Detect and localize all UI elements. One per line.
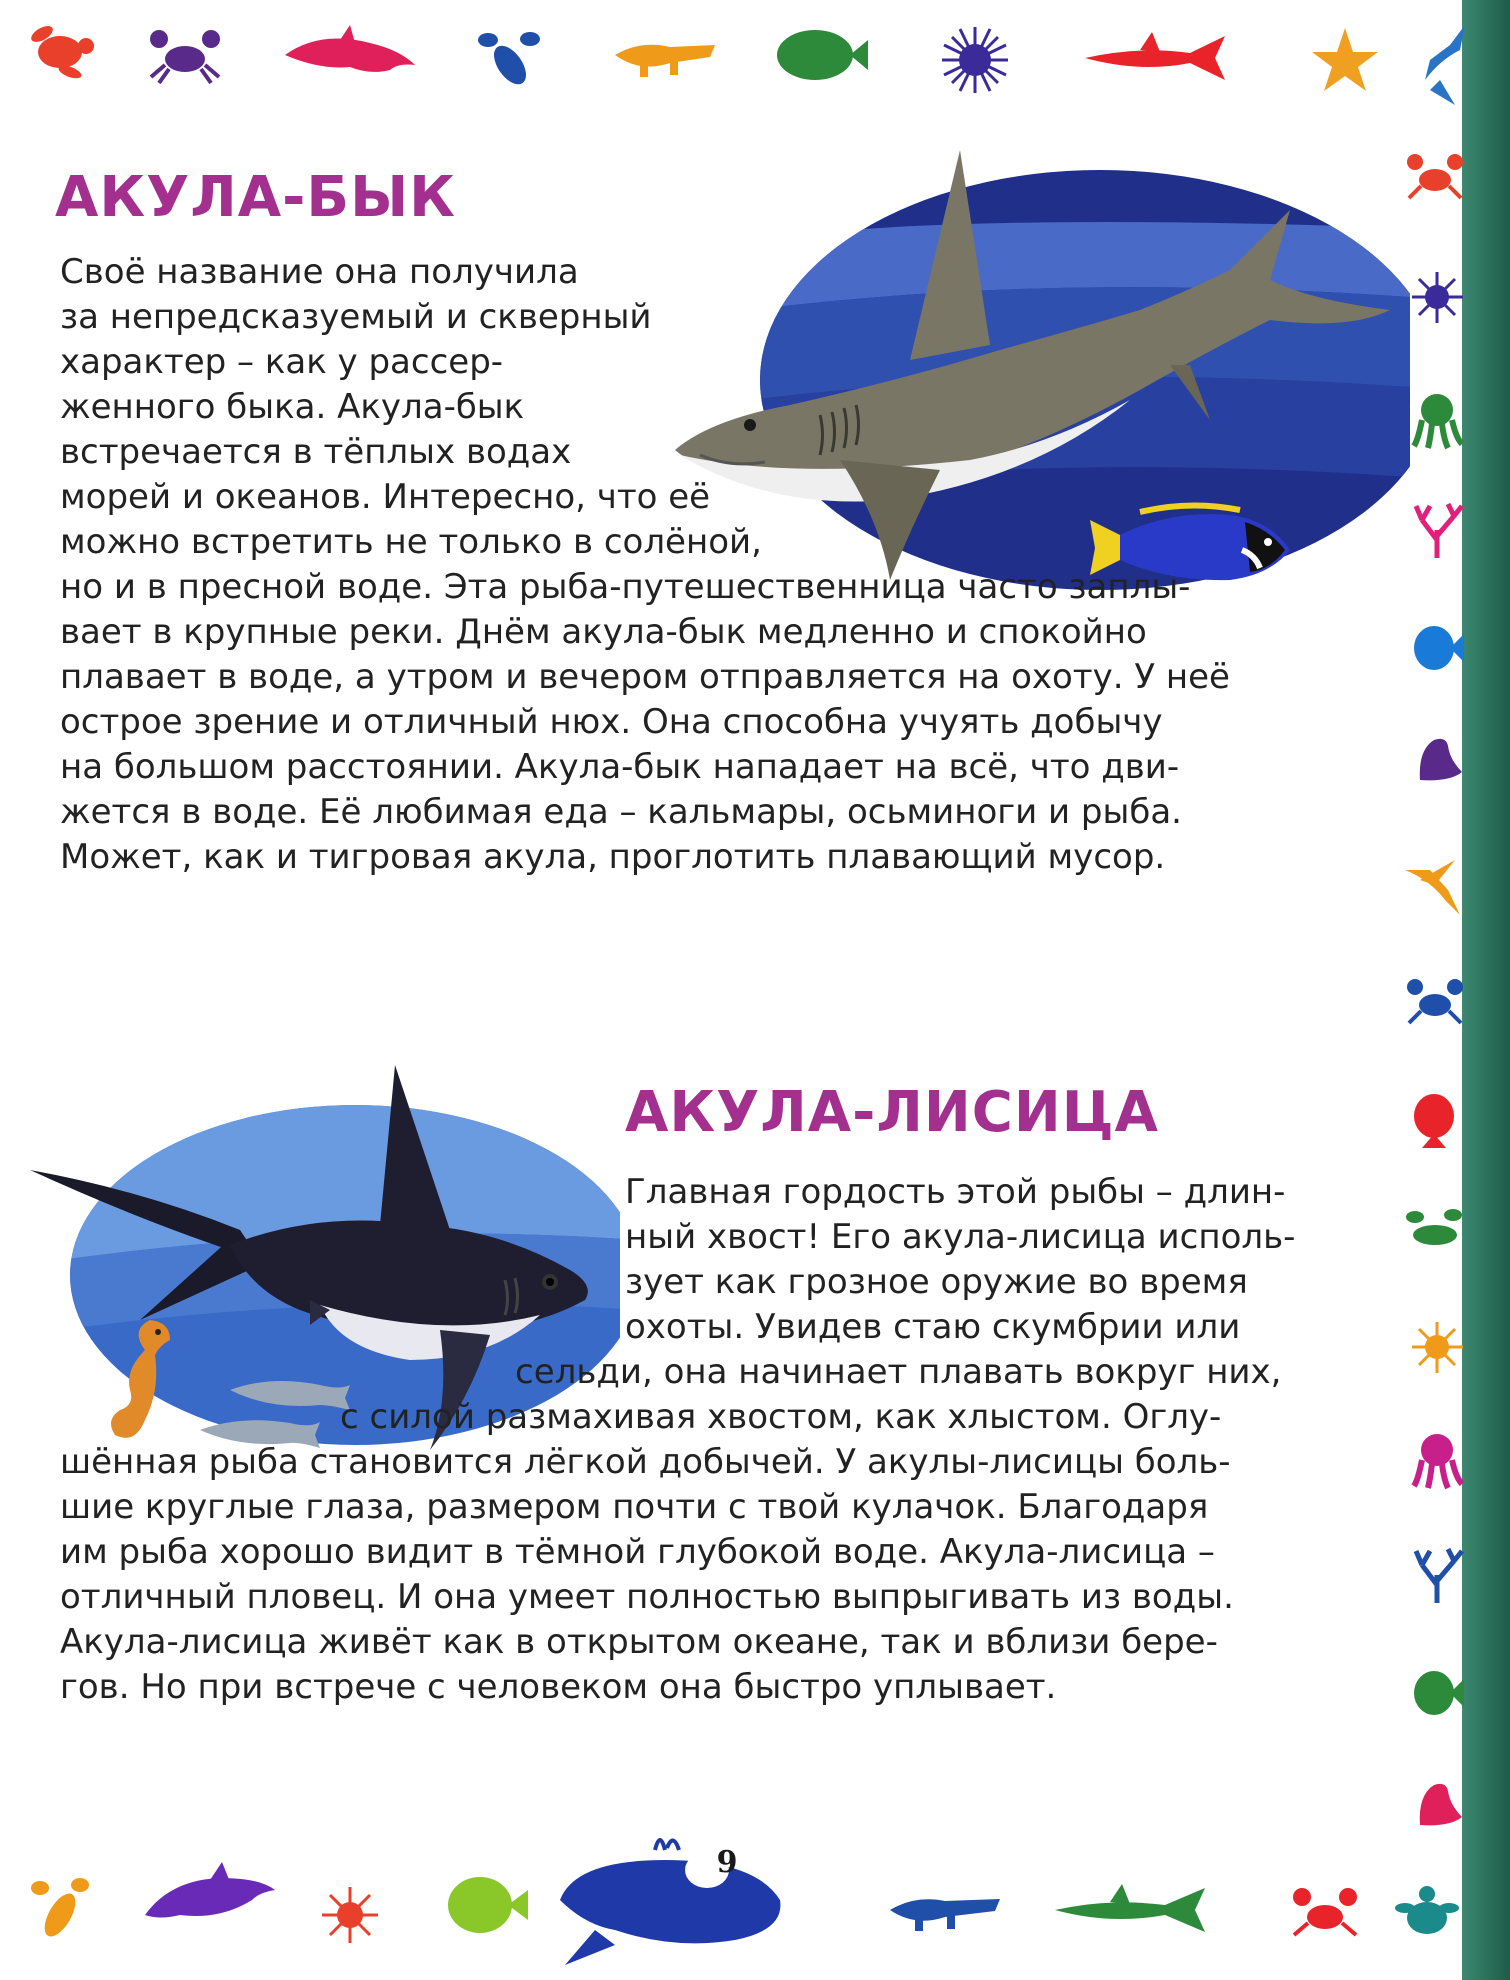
fish-icon: [1410, 620, 1465, 675]
crab-icon: [1405, 150, 1465, 205]
text-line: им рыба хорошо видит в тёмной глубокой воде. Акула-лисица –: [60, 1532, 1215, 1572]
text-line: на большом расстоянии. Акула-бык нападает на всё, что дви-: [60, 747, 1180, 787]
seal-icon: [1410, 1775, 1465, 1830]
dolphin-icon: [140, 1860, 280, 1940]
lobster-icon: [25, 1870, 95, 1950]
flying-fish-icon: [1420, 20, 1470, 110]
sea-urchin-icon: [1410, 1320, 1465, 1375]
sea-urchin-icon: [320, 1885, 380, 1945]
text-line: за непредсказуемый и скверный: [60, 297, 652, 337]
text-line: гов. Но при встрече с человеком она быстро уплывает.: [60, 1667, 1057, 1707]
sea-urchin-icon: [940, 25, 1010, 95]
bull-shark-paragraph: [60, 250, 1230, 880]
text-line: плавает в воде, а утром и вечером отправляется на охоту. У неё: [60, 657, 1230, 697]
whale-icon: [555, 1820, 795, 1970]
text-line: отличный пловец. И она умеет полностью выпрыгивать из воды.: [60, 1577, 1234, 1617]
text-line: сельди, она начинает плавать вокруг них,: [515, 1352, 1282, 1392]
turtle-icon: [1395, 1880, 1460, 1950]
octopus-icon: [1410, 1430, 1465, 1490]
flatfish-icon: [440, 1870, 530, 1940]
text-line: Может, как и тигровая акула, проглотить плавающий мусор.: [60, 837, 1166, 877]
dolphin-icon: [280, 25, 420, 90]
shark-icon: [1050, 1880, 1210, 1940]
thresher-paragraph-line6: [340, 1395, 1221, 1440]
coral-icon: [1410, 500, 1465, 560]
crocodile-icon: [610, 25, 720, 85]
text-line: женного быка. Акула-бык: [60, 387, 525, 427]
text-line: Акула-лисица живёт как в открытом океане, так и вблизи бере-: [60, 1622, 1218, 1662]
thresher-paragraph-body: [60, 1440, 1234, 1710]
page-number: 9: [716, 1845, 738, 1880]
text-line: Своё название она получила: [60, 252, 579, 292]
text-line: характер – как у рассер-: [60, 342, 504, 382]
thresher-paragraph-line5: [515, 1350, 1281, 1395]
text-line: зует как грозное оружие во время: [625, 1262, 1248, 1302]
starfish-icon: [1310, 25, 1380, 95]
text-line: вает в крупные реки. Днём акула-бык медленно и спокойно: [60, 612, 1147, 652]
flatfish-icon: [770, 25, 870, 85]
text-line: шие круглые глаза, размером почти с твой кулачок. Благодаря: [60, 1487, 1209, 1527]
sea-urchin-icon: [1410, 270, 1465, 325]
section-title-bull-shark: АКУЛА-БЫК: [55, 165, 456, 230]
text-line: можно встретить не только в солёной,: [60, 522, 762, 562]
text-line: но и в пресной воде. Эта рыба-путешественница часто заплы-: [60, 567, 1191, 607]
text-line: Главная гордость этой рыбы – длин-: [625, 1172, 1286, 1212]
section-title-thresher-shark: АКУЛА-ЛИСИЦА: [625, 1080, 1160, 1145]
text-line: морей и океанов. Интересно, что её: [60, 477, 711, 517]
lobster-icon: [1405, 1205, 1465, 1260]
crocodile-icon: [885, 1885, 1005, 1935]
text-line: шённая рыба становится лёгкой добычей. У акулы-лисицы боль-: [60, 1442, 1231, 1482]
seal-icon: [1410, 730, 1465, 785]
text-line: острое зрение и отличный нюх. Она способна учуять добычу: [60, 702, 1163, 742]
thresher-paragraph-intro: [625, 1170, 1295, 1350]
text-line: жется в воде. Её любимая еда – кальмары, осьминоги и рыба.: [60, 792, 1182, 832]
flying-fish-icon: [1400, 850, 1465, 920]
flatfish-icon: [1408, 1090, 1463, 1150]
octopus-icon: [1410, 390, 1465, 450]
fish-icon: [1410, 1665, 1465, 1720]
lobster-icon: [470, 25, 550, 95]
crab-icon: [1290, 1885, 1360, 1940]
text-line: ный хвост! Его акула-лисица исполь-: [625, 1217, 1296, 1257]
text-line: охоты. Увидев стаю скумбрии или: [625, 1307, 1241, 1347]
crab-icon: [1405, 975, 1465, 1030]
coral-icon: [1410, 1545, 1465, 1605]
text-line: встречается в тёплых водах: [60, 432, 572, 472]
shark-icon: [1080, 28, 1230, 88]
crab-icon: [145, 25, 225, 85]
page-edge-strip: [1460, 0, 1510, 1980]
text-line: с силой размахивая хвостом, как хлыстом. Оглу-: [340, 1397, 1222, 1437]
turtle-icon: [20, 20, 100, 80]
